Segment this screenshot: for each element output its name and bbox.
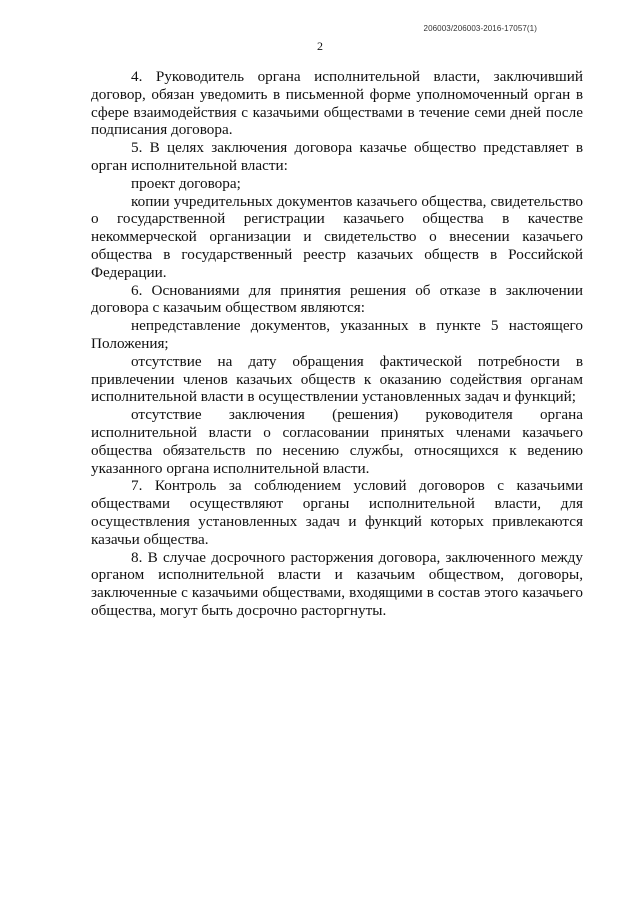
- paragraph-6-item-conclusion: отсутствие заключения (решения) руководителя органа исполнительной власти о согласовании принятых членами казачьего общества обязательств по несению службы, относящихся к ведению указанного органа исполнительной власти.: [91, 406, 583, 477]
- page-number: 2: [317, 39, 323, 53]
- paragraph-6: 6. Основаниями для принятия решения об отказе в заключении договора с казачьим обществом являются:: [91, 281, 583, 317]
- paragraph-5-item-copies: копии учредительных документов казачьего общества, свидетельство о государственной регистрации казачьего общества в качестве некоммерческой организации и свидетельство о внесении казачьего общества в государственный реестр казачьих обществ в Российской Федерации.: [91, 192, 583, 281]
- paragraph-7: 7. Контроль за соблюдением условий договоров с казачьими обществами осуществляют органы исполнительной власти, для осуществления установленных задач и функций которых привлекаются казачьи общества.: [91, 477, 583, 548]
- paragraph-5-item-draft: проект договора;: [131, 174, 241, 192]
- document-body: [91, 68, 583, 620]
- paragraph-6-item-documents: непредставление документов, указанных в пункте 5 настоящего Положения;: [91, 317, 583, 352]
- document-id: 206003/206003-2016-17057(1): [423, 24, 537, 33]
- paragraph-4: 4. Руководитель органа исполнительной власти, заключивший договор, обязан уведомить в письменной форме уполномоченный орган в сфере взаимодействия с казачьими обществами в течение семи дней после подписания договора.: [91, 68, 583, 139]
- paragraph-8: 8. В случае досрочного расторжения договора, заключенного между органом исполнительной власти и казачьим обществом, договоры, заключенные с казачьими обществами, входящими в состав этого казачьего общества, могут быть досрочно расторгнуты.: [91, 548, 583, 619]
- paragraph-5: 5. В целях заключения договора казачье общество представляет в орган исполнительной власти:: [91, 139, 583, 174]
- paragraph-6-item-need: отсутствие на дату обращения фактической потребности в привлечении членов казачьих обществ к оказанию содействия органам исполнительной власти в осуществлении установленных задач и функций;: [91, 352, 583, 406]
